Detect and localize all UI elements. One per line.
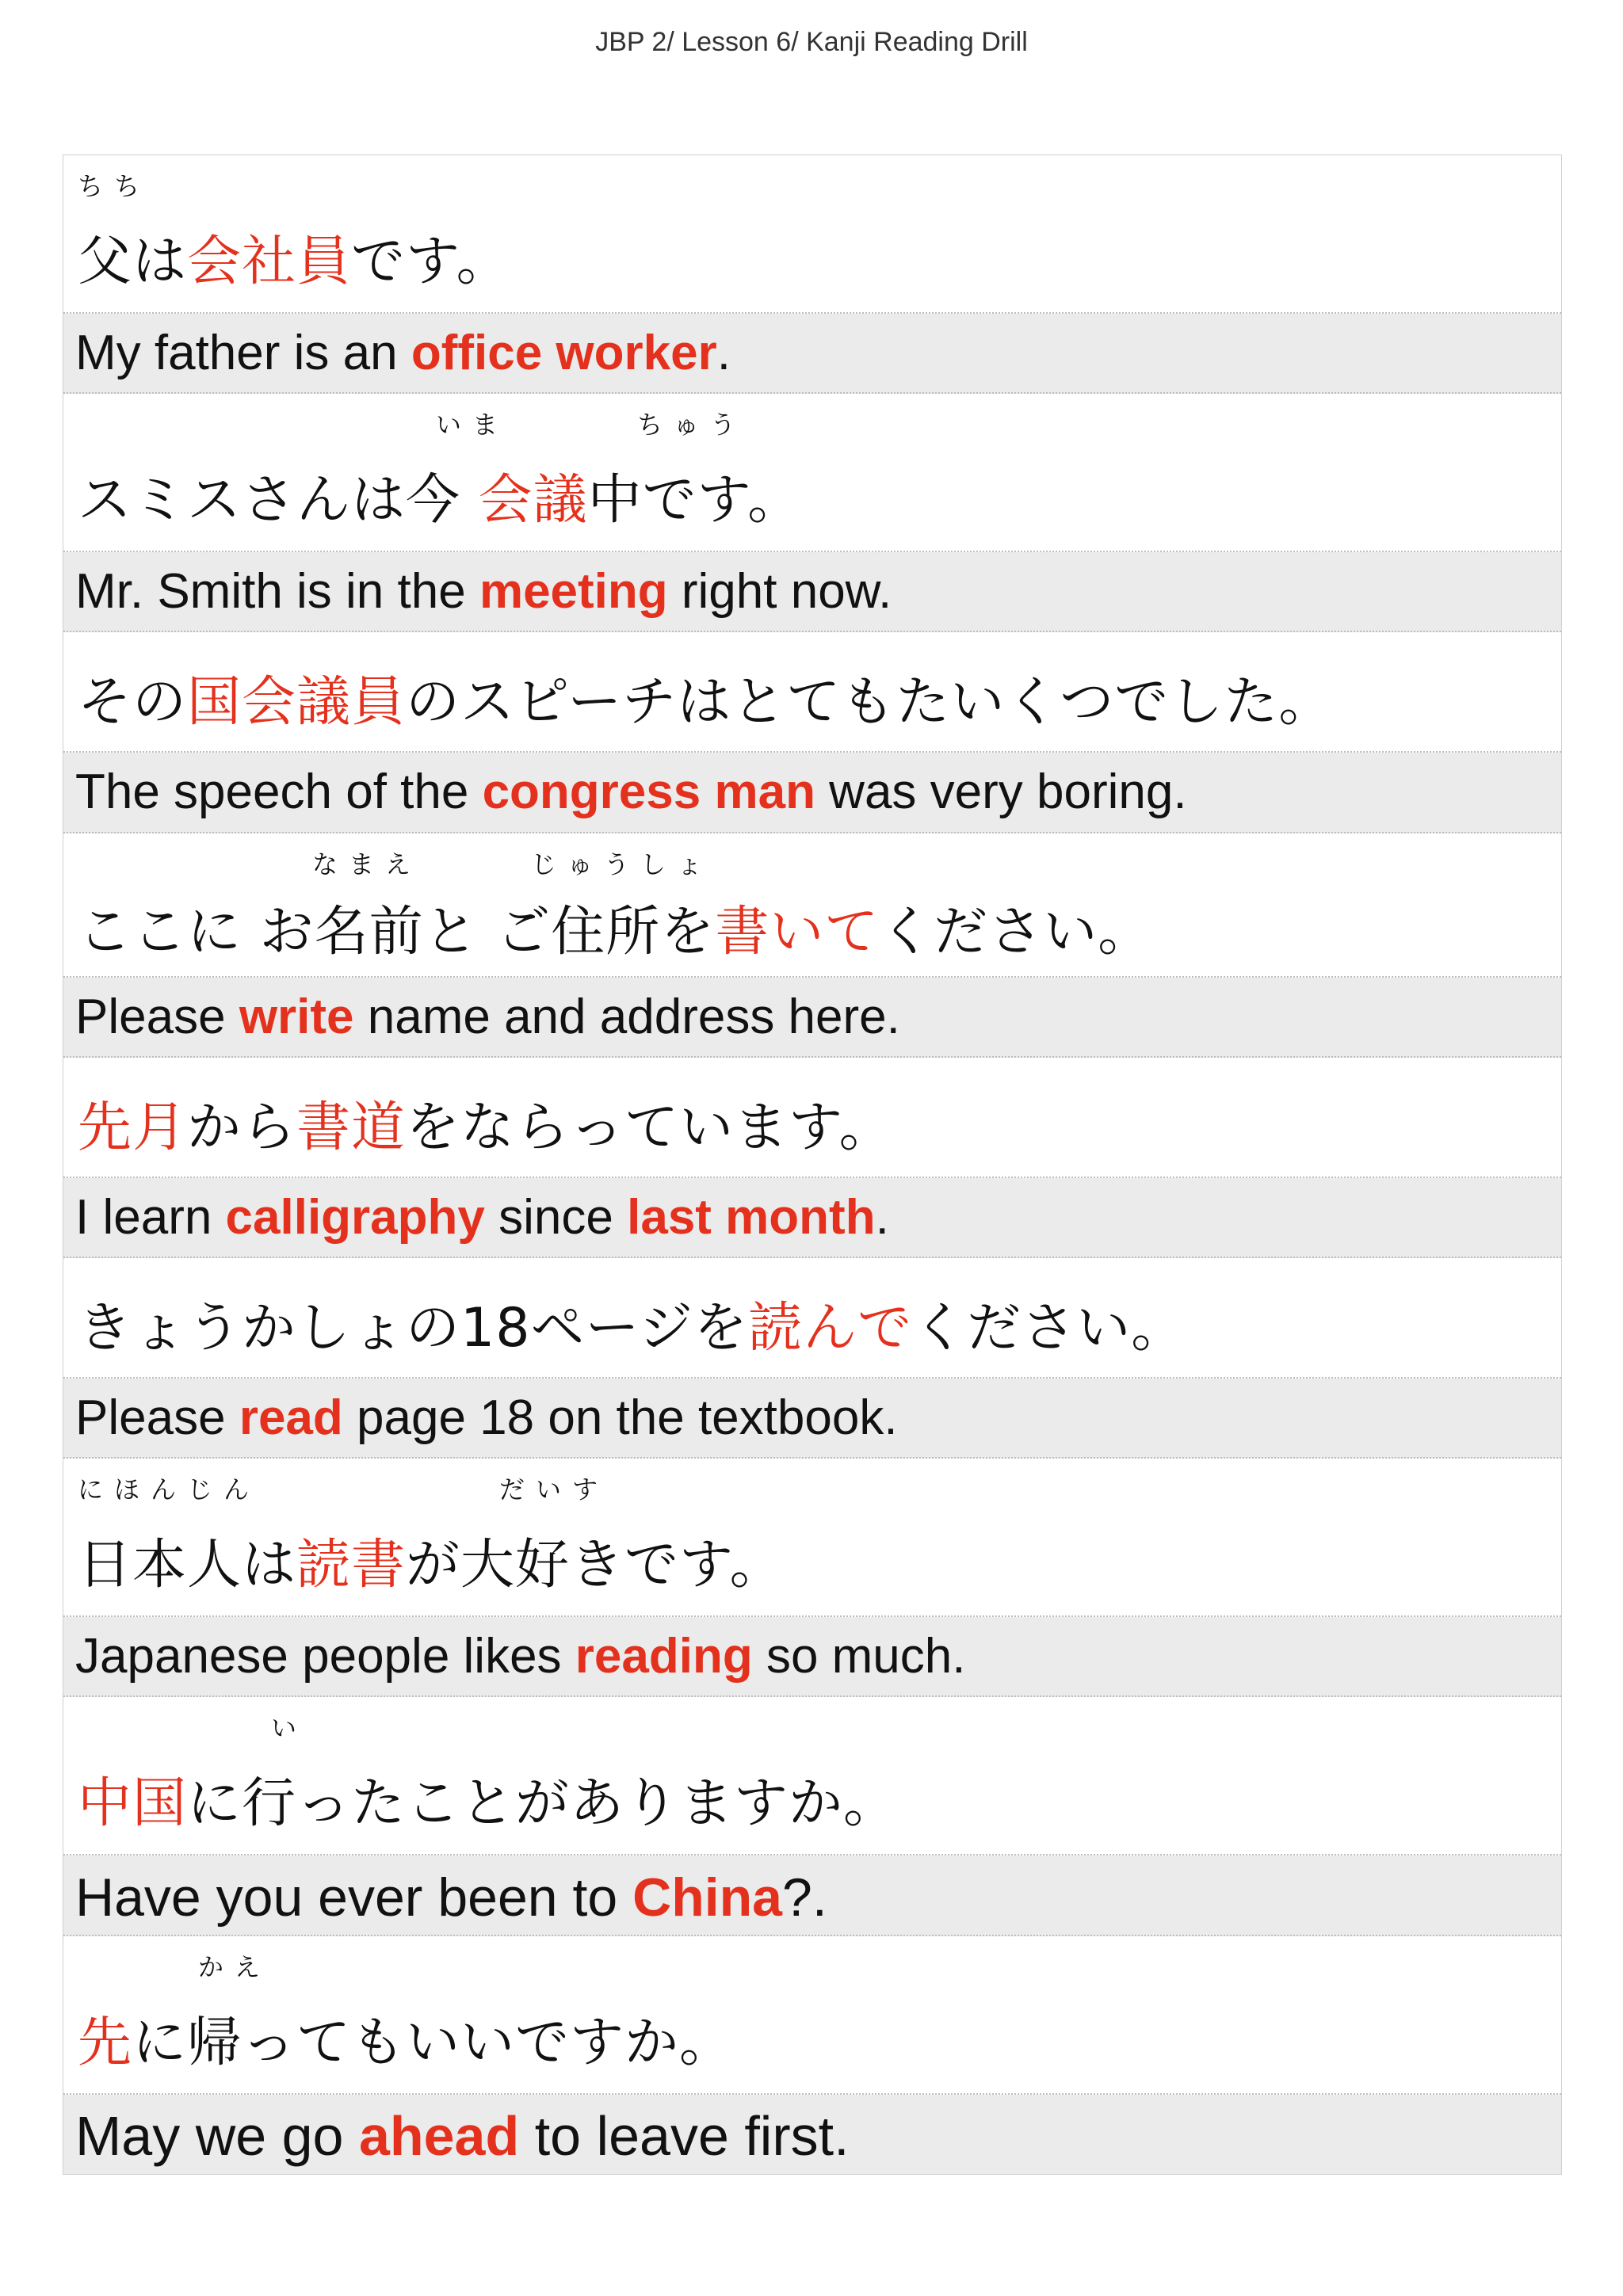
english-sentence: I learn calligraphy since last month. (75, 1190, 889, 1245)
english-sentence: The speech of the congress man was very boring. (75, 765, 1187, 819)
japanese-sentence: その国会議員のスピーチはとてもたいくつでした。 (78, 671, 1334, 734)
japanese-sentence: 先月から書道をならっています。 (78, 1097, 894, 1159)
highlighted-kanji: 先 (78, 2012, 133, 2074)
drill-table (63, 154, 1562, 2175)
page-header: JBP 2/ Lesson 6/ Kanji Reading Drill (595, 27, 1028, 57)
english-translation-row (63, 2095, 1561, 2174)
highlighted-word: China (632, 1867, 783, 1928)
japanese-sentence: 先に帰ってもいいですか。 (78, 2012, 735, 2074)
highlighted-word: read (239, 1390, 343, 1445)
furigana: いま (436, 410, 510, 440)
english-sentence: May we go ahead to leave first. (75, 2105, 850, 2167)
highlighted-word: ahead (358, 2105, 520, 2167)
highlighted-kanji: 国会議員 (187, 671, 407, 734)
english-sentence: Please read page 18 on the textbook. (75, 1390, 898, 1445)
highlighted-kanji: 書道 (296, 1097, 407, 1159)
japanese-sentence: 中国に行ったことがありますか。 (78, 1772, 899, 1835)
highlighted-word: office worker (411, 326, 717, 380)
furigana: なまえ (312, 849, 422, 879)
furigana: にほんじん (78, 1474, 261, 1505)
english-translation-row (63, 1178, 1561, 1258)
english-sentence: My father is an office worker. (75, 326, 731, 380)
japanese-sentence-row (63, 1459, 1561, 1617)
japanese-sentence-row (63, 833, 1561, 978)
english-sentence: Have you ever been to China?. (75, 1867, 827, 1928)
highlighted-kanji: 書いて (715, 901, 880, 963)
japanese-sentence-row (63, 1058, 1561, 1178)
highlighted-kanji: 読んで (748, 1297, 913, 1360)
furigana: ちち (78, 171, 151, 201)
japanese-sentence: きょうかしょの18ページを読んでください。 (78, 1297, 1186, 1360)
english-translation-row (63, 552, 1561, 632)
furigana: だいす (499, 1474, 609, 1505)
japanese-sentence-row (63, 394, 1561, 552)
highlighted-kanji: 会議 (478, 469, 588, 532)
japanese-sentence-row (63, 632, 1561, 753)
japanese-sentence: スミスさんは今 会議中です。 (78, 469, 803, 532)
japanese-sentence-row (63, 1258, 1561, 1379)
english-sentence: Please write name and address here. (75, 990, 900, 1044)
japanese-sentence: ここに お名前と ご住所を書いてください。 (78, 901, 1153, 963)
japanese-sentence: 父は会社員です。 (78, 231, 511, 293)
highlighted-word: congress man (482, 765, 815, 819)
english-translation-row (63, 978, 1561, 1058)
furigana: かえ (198, 1952, 272, 1982)
furigana: い (271, 1713, 308, 1743)
english-translation-row (63, 1855, 1561, 1936)
english-translation-row (63, 1379, 1561, 1459)
english-translation-row (63, 1617, 1561, 1697)
japanese-sentence-row (63, 155, 1561, 314)
highlighted-kanji: 先月 (78, 1097, 188, 1159)
japanese-sentence: 日本人は読書が大好きです。 (78, 1534, 785, 1596)
english-sentence: Japanese people likes reading so much. (75, 1629, 966, 1684)
highlighted-word: write (239, 990, 354, 1044)
japanese-sentence-row (63, 1697, 1561, 1855)
furigana: じゅうしょ (531, 849, 714, 879)
english-translation-row (63, 314, 1561, 394)
highlighted-word: meeting (479, 564, 668, 619)
highlighted-kanji: 中国 (78, 1772, 188, 1835)
highlighted-kanji: 読書 (296, 1534, 407, 1596)
japanese-sentence-row (63, 1936, 1561, 2095)
english-sentence: Mr. Smith is in the meeting right now. (75, 564, 892, 619)
highlighted-kanji: 会社員 (187, 231, 352, 293)
highlighted-word: reading (575, 1629, 753, 1684)
furigana: ちゅう (637, 410, 747, 440)
highlighted-word: last month (627, 1190, 876, 1245)
highlighted-word: calligraphy (225, 1190, 485, 1245)
english-translation-row (63, 753, 1561, 833)
